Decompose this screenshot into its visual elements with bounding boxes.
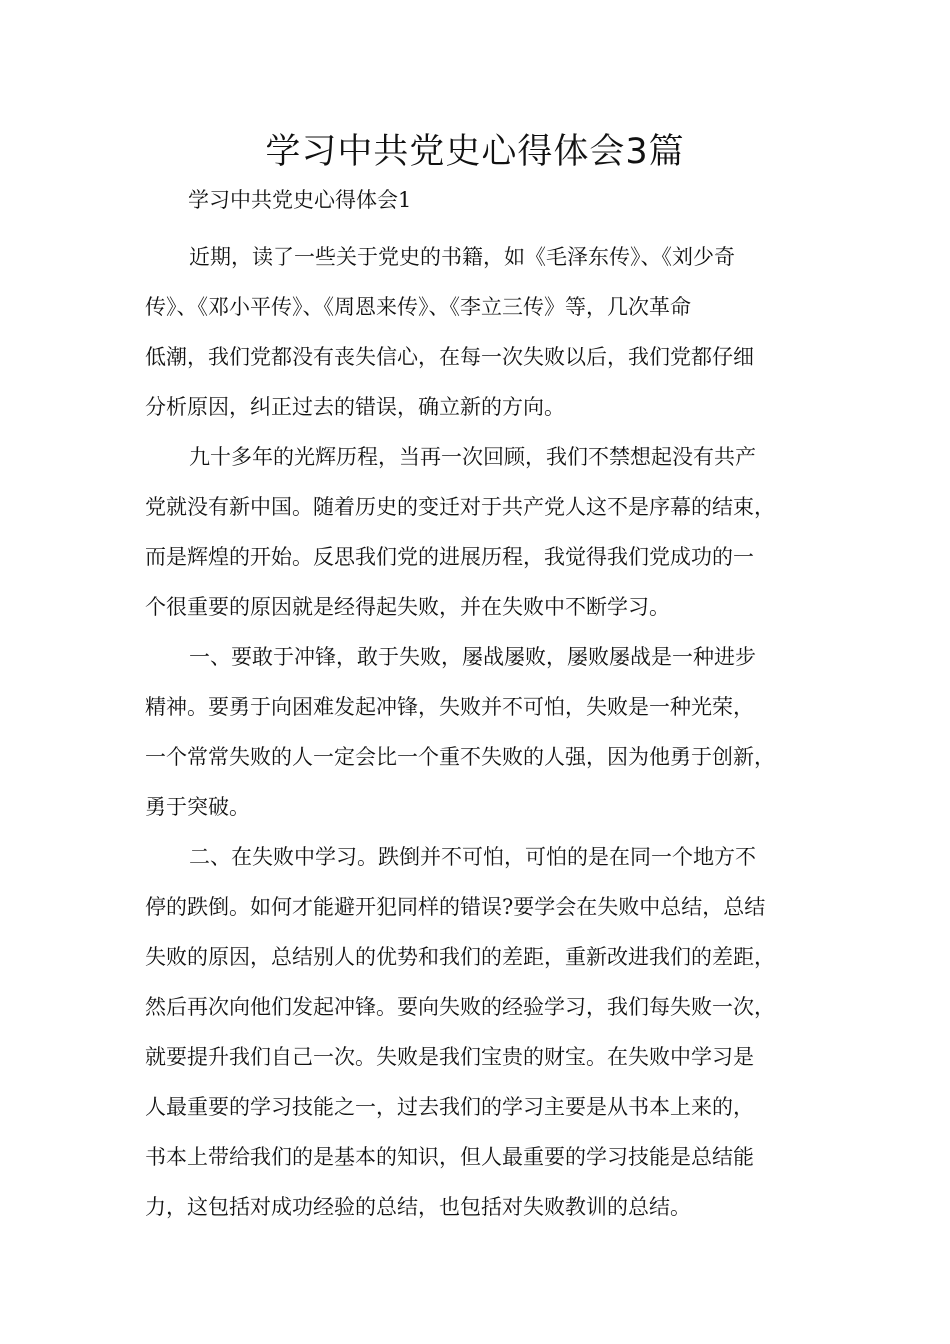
paragraph-4	[145, 832, 807, 1232]
section-heading: 学习中共党史心得体会1	[188, 188, 412, 212]
text-line: 个很重要的原因就是经得起失败，并在失败中不断学习。	[145, 595, 670, 619]
text-line: 低潮，我们党都没有丧失信心，在每一次失败以后，我们党都仔细	[145, 345, 754, 369]
text-line: 书本上带给我们的是基本的知识，但人最重要的学习技能是总结能	[145, 1145, 754, 1169]
text-line: 勇于突破。	[145, 795, 250, 819]
text-line: 人最重要的学习技能之一，过去我们的学习主要是从书本上来的，	[145, 1095, 754, 1119]
text-line: 分析原因，纠正过去的错误，确立新的方向。	[145, 395, 565, 419]
paragraph-2	[145, 432, 807, 632]
text-line: 精神。要勇于向困难发起冲锋，失败并不可怕，失败是一种光荣，	[145, 695, 754, 719]
text-line: 一、要敢于冲锋，敢于失败，屡战屡败，屡败屡战是一种进步	[189, 645, 756, 669]
paragraph-1	[145, 232, 807, 432]
text-line: 二、在失败中学习。跌倒并不可怕，可怕的是在同一个地方不	[189, 845, 756, 869]
document-body	[145, 232, 807, 1232]
text-line: 就要提升我们自己一次。失败是我们宝贵的财宝。在失败中学习是	[145, 1045, 754, 1069]
text-line: 传》、《邓小平传》、《周恩来传》、《李立三传》等，几次革命	[145, 295, 691, 319]
text-line: 九十多年的光辉历程，当再一次回顾，我们不禁想起没有共产	[189, 445, 756, 469]
text-line: 停的跌倒。如何才能避开犯同样的错误?要学会在失败中总结，总结	[145, 895, 766, 919]
text-line: 然后再次向他们发起冲锋。要向失败的经验学习，我们每失败一次，	[145, 995, 775, 1019]
paragraph-3	[145, 632, 807, 832]
text-line: 而是辉煌的开始。反思我们党的进展历程，我觉得我们党成功的一	[145, 545, 754, 569]
text-line: 党就没有新中国。随着历史的变迁对于共产党人这不是序幕的结束，	[145, 495, 775, 519]
document-title: 学习中共党史心得体会3篇	[265, 132, 685, 172]
text-line: 失败的原因，总结别人的优势和我们的差距，重新改进我们的差距，	[145, 945, 775, 969]
text-line: 力，这包括对成功经验的总结，也包括对失败教训的总结。	[145, 1195, 691, 1219]
text-line: 一个常常失败的人一定会比一个重不失败的人强，因为他勇于创新，	[145, 745, 775, 769]
text-line: 近期，读了一些关于党史的书籍，如《毛泽东传》、《刘少奇	[189, 245, 735, 269]
